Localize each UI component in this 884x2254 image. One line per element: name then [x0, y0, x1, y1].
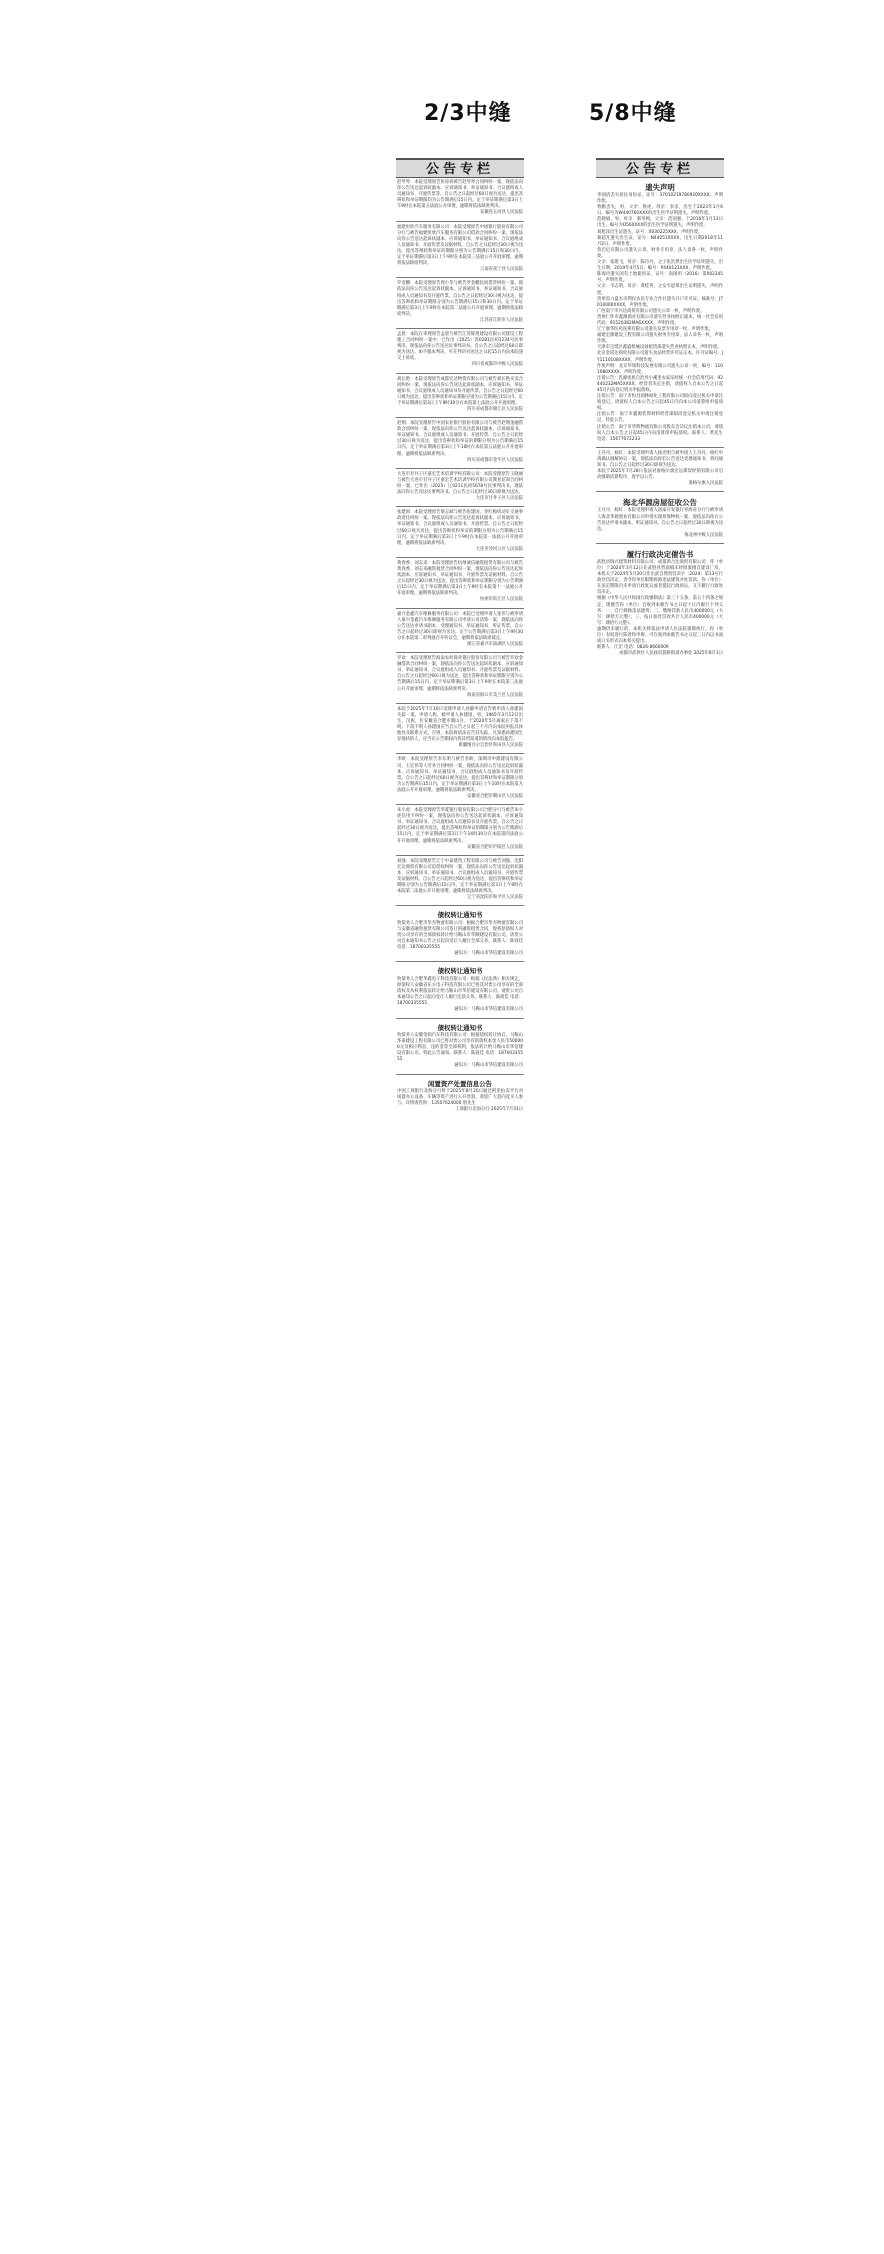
- court-notice: [396, 1020, 524, 1073]
- notice-item: 注销公告：乳源瑶族自治县小溪里农家乐经统一社会信用代码：92440232MA5XXXX，经营者决定注销，请债权人自本公告之日起45日内向登记机关申报债权。: [597, 375, 723, 393]
- notice-body: 张建国：本院受理原告梁志斌与被告张建国、李红梅机动车交通事故责任纠纷一案，现依法向你公告送达起诉状副本、应诉通知书、举证通知书、合议庭组成人员通知书、开庭传票。自公告之日起经过60日视为送达，提出答辩状和举证的期限分别为公告期满后15日内。定于举证期满后第3日上午9时在本院第一法庭公开开庭审理，逾期将依法缺席判决。: [397, 510, 523, 546]
- notice-item: 王丹丹、杨红：本院受理申请人杨光明与被申请人王丹丹、杨红申请确认调解协议一案，现依法向你们公告送达受理通知书、询问通知书。自公告之日起经过30日即视为送达。: [597, 450, 723, 469]
- court-notice: [396, 375, 524, 417]
- notice-list: [396, 178, 524, 1116]
- notice-signature: 杭州市滨江区人民法院: [480, 597, 523, 603]
- column-header: 公告专栏: [596, 158, 724, 178]
- court-notice: [396, 178, 524, 220]
- divider: [396, 468, 524, 469]
- divider: [396, 328, 524, 329]
- notice-section: [596, 545, 724, 661]
- notice-body: 孟晨：本院在审理原告孟晨与被告江苏辉煌建设有限公司建设工程施工合同纠纷一案中，已作出（2025）苏0281民初1234号民事判决。现依法向你公告送达民事判决书。自公告之日起经过60日即视为送达。如不服本判决，可在判决书送达之日起15日内向本院递交上诉状。: [397, 331, 523, 362]
- court-notice: [396, 508, 524, 556]
- court-notice: [396, 610, 524, 652]
- notice-body: 刘强：本院受理原告辽宁中泰建筑工程有限公司与被告刘强、沈阳宏达商贸有限公司追偿权纠纷一案，现依法向你公告送达起诉状副本、应诉通知书、举证通知书、合议庭组成人员通知书、开庭传票及证据材料。自公告之日起经过60日视为送达，提出答辩状和举证期限分别为公告期满后15日内，定于举证期满后第3日上午9时在本院第二法庭公开开庭审理，逾期将依法缺席判决。: [397, 858, 523, 895]
- divider: [396, 652, 524, 653]
- divider: [596, 447, 724, 448]
- court-notice: [396, 223, 524, 277]
- notice-item: 注销公告：南宁市鑫源装饰材料经营部拟向登记机关申请注销登记，特此公告。: [597, 412, 723, 424]
- divider: [596, 543, 724, 544]
- notice-column-right: [596, 158, 724, 2028]
- notice-signature: 辽宁省沈阳市和平区人民法院: [467, 895, 523, 901]
- court-notice: [396, 705, 524, 753]
- divider: [396, 506, 524, 507]
- court-notice: [396, 330, 524, 372]
- notice-signature: 大连市甘井子区人民法院: [475, 496, 523, 502]
- divider: [396, 417, 524, 418]
- court-notice: [396, 419, 524, 467]
- page-gutter-label-right: 5/8中缝: [589, 101, 677, 126]
- notice-item: 贵州仁怀市鑫源酒业有限公司遗失营业执照正副本，统一社会信用代码：91520382MA6XXXX，声明作废。: [597, 314, 723, 326]
- notice-body: 中国工商银行北海分行将于2025年8月20日通过阿里拍卖平台对闲置办公设备、车辆等资产进行公开处置，欢迎广大意向竞买人参与。详情请咨询：13507624000 唐先生: [397, 1089, 523, 1107]
- notice-signature: 海南省海口市美兰区人民法院: [467, 692, 523, 698]
- notice-item: 葛超凡遗失出生证，证号：N44051XXXX，出生日期2018年11月2日，声明作废。: [597, 235, 723, 247]
- notice-column-left: [396, 158, 524, 2128]
- notice-body: 嘉兴金鑫汽车维修服务有限公司：本院已受理申请人张伟与被申请人嘉兴金鑫汽车维修服务有限公司申请公司清算一案，现依法向你公告送达申请书副本、受理通知书、举证通知书、听证传票。自公告之日起经过30日即视为送达。定于公告期满后第3日上午9时30分在本院第二审判庭召开听证会，逾期将依法缺席裁定。: [397, 611, 523, 641]
- divider: [396, 373, 524, 374]
- court-notice: [396, 963, 524, 1016]
- notice-signature: 成都市武侯区人民政府簇桥街道办事处 2025年8月1日: [619, 651, 723, 657]
- divider: [396, 608, 524, 609]
- notice-item: 贵州省六盘水市利民农民专业合作社遗失开户许可证，核准号：J7010000XXXX，声明作废。: [597, 296, 723, 308]
- notice-section: [596, 493, 724, 541]
- notice-signature: 准格尔旗人民法院: [688, 481, 723, 487]
- notice-item: 范晓斌，男，母亲：韩冬梅，父亲：范国强，于2016年1月13日出生，编号为O560XXX的出生医学证明遗失，声明作废。: [597, 217, 723, 229]
- section-title: 履行行政决定催告书: [626, 549, 694, 559]
- notice-item: 天津市宝坻区鑫盛机械设备租赁部遗失营业执照正本，声明作废。: [597, 345, 722, 351]
- court-notice: [396, 806, 524, 854]
- notice-item: 根据《中华人民共和国行政强制法》第三十五条、第五十四条之规定，现催告你（单位）自收到本催告书之日起十日内履行下列义务：一、自行拆除违法建筑；二、缴纳罚款人民币400000元（大写：肆拾万元整）；三、按日加处罚款共计人民币400000元（大写：肆拾万元整）。: [597, 596, 723, 626]
- notice-section: [596, 449, 724, 491]
- notice-item: 联系人：江宏 电话：0826-8660009: [597, 645, 669, 651]
- divider: [396, 961, 524, 962]
- notice-body: 致债务人安徽金润汽车科技有限公司：根据债权转让协议，马鞍山华泰建设工程有限公司已将对贵公司享有的债权本金人民币500000元及相应利息、违约金等全部权利，依法转让给马鞍山市华信建设有限公司。特此公告通知。联系人：陈商佳 电话：18700335555: [397, 1033, 523, 1063]
- notice-signature: 安徽省合肥市庐阳区人民法院: [467, 844, 523, 850]
- notice-body: 黄春香、刘志来：本院受理原告杭州诚信融资租赁有限公司与被告黄春香、刘志来融资租赁合同纠纷一案，现依法向你公告送达起诉状副本、应诉通知书、举证通知书、开庭传票及证据材料。自公告之日起经过30日视为送达，提出答辩状和举证期限分别为公告期满后15日内，定于举证期满后第3日上午9时在本院第十一法庭公开开庭审理，逾期将依法缺席判决。: [397, 560, 523, 597]
- notice-item: 作废声明：北京华瑞科技发展有限公司遗失公章一枚，编号：1101080XXXX，声明作废。: [597, 363, 723, 375]
- notice-item: 北京金诺达商贸有限公司遗失食品经营许可证正本，许可证编号：JY1110108XXXX，声明作废。: [597, 351, 723, 363]
- notice-item: 武胜县瑞兴建筑材料有限公司、成都鸿合达商贸有限公司：你（单位）于2024年3月12日在武胜县烈面镇未经批准擅自建设厂房，本机关于2024年5月20日作出武自然资罚决字〔2024〕第13号行政处罚决定，责令你单位限期拆除违法建筑并处罚款。你（单位）在法定期限内未申请行政复议或者提起行政诉讼，又不履行行政处罚决定。: [597, 559, 723, 596]
- notice-item: 本院于2025年7月28日依法对准格尔旗宏远煤炭经销有限公司启动强制清算程序，现予以公告。: [597, 469, 723, 481]
- notice-body: 罗金鹏：本院受理原告周小华与被告罗金鹏民间借贷纠纷一案，现依法向你公告送达起诉状副本、应诉通知书、举证通知书、合议庭组成人员通知书及开庭传票。自公告之日起经过30日视为送达，提出答辩状和举证期限分别为公告期满后15日和30日内。定于举证期满后第3日上午9时在本院第二法庭公开开庭审理，逾期将依法缺席判决。: [397, 281, 523, 317]
- court-notice: [396, 279, 524, 327]
- divider: [396, 1074, 524, 1075]
- notice-body: 本院于2025年7月10日受理申请人孙静申请宣告被申请人孙建国失踪一案。申请人称，被申请人孙建国，男，1965年3月12日出生，汉族，住安徽省合肥市蜀山区，于2020年5月离家后下落不明。下落不明人孙建国应当自公告之日起三个月内向本院申报具体地址及联系方式，否则，本院将依法宣告其失踪。凡知悉孙建国生存现状的人，应当在公告期间内将其所知道的情况向本院报告。: [397, 706, 523, 743]
- notice-body: 赵琴琴：本院受理原告彭涛诉被告赵琴琴合同纠纷一案，现依法向你公告送达起诉状副本、应诉通知书、举证通知书、合议庭组成人员通知书、开庭传票等。自公告之日起经过60日视为送达，提出答辩状和举证期限均为公告期满后15日内。定于举证期满后第3日上午9时在本院第五法庭公开审理，逾期将依法缺席判决。: [397, 180, 523, 210]
- notice-item: 逾期仍未履行的，本机关将依法申请人民法院强制执行。你（单位）有权进行陈述和申辩，可在收到本催告书之日起三日内以书面或口头形式向本机关提出。: [597, 626, 723, 645]
- notice-item: 李国清丢失居民身份证，证号：37010219780920XXXX，声明作废。: [597, 193, 723, 205]
- notice-item: 曾巴尼有限公司遗失公章、财务专用章、法人章各一枚，声明作废。: [597, 247, 723, 259]
- column-header: 公告专栏: [396, 158, 524, 178]
- section-title: 遗失声明: [645, 183, 675, 192]
- section-list: [596, 178, 724, 660]
- notice-signature: 新疆维吾尔自治区和田县人民法院: [458, 743, 523, 749]
- divider: [596, 491, 724, 492]
- notice-item: 王月丹、杨红：本院受理申请人国家开发银行青海省分行与被申请人海北华源置业有限公司申请实现担保物权一案，现依法向你方公告送达申请书副本、听证通知书。自公告之日起经过30日即视为送达。: [597, 508, 723, 532]
- divider: [396, 753, 524, 754]
- notice-signature: 通知方：马鞍山市华信建设有限公司: [454, 951, 523, 957]
- page-gutter-label-left: 2/3中缝: [424, 101, 512, 126]
- court-notice: [396, 857, 524, 905]
- notice-body: 朱小虎：本院受理原告华夏银行股份有限公司合肥分行与被告朱小虎信用卡纠纷一案，现依法向你公告送达起诉状副本、应诉通知书、举证通知书、合议庭组成人员通知书及开庭传票。自公告之日起经过30日视为送达，提出答辩状和举证的期限分别为公告期满后15日内。定于举证期满后第3日下午14时30分在本院第四法庭公开开庭审理，逾期将依法缺席判决。: [397, 808, 523, 844]
- divider: [396, 557, 524, 558]
- court-notice: [396, 1076, 524, 1117]
- notice-item: 父亲：韦志明，母亲：黄桂英，之女韦思琪出生证明遗失，声明作废。: [597, 284, 723, 296]
- notice-signature: 四川省成都市锦江区人民法院: [467, 407, 523, 412]
- notice-body: 大连市甘井子区嘉宏艺术培训学校有限公司：本院受理原告王晓丽与被告大连市甘井子区嘉宏艺术培训学校有限公司教育培训合同纠纷一案，已作出（2025）辽0211民初5678号民事判决书。现依法向你公告送达民事判决书。自公告之日起经过30日即视为送达。: [397, 471, 523, 496]
- notice-signature: 四川省成都市中级人民法院: [471, 362, 523, 368]
- notice-item: 注销公告：南宁市华辉物流有限公司股东会决议注销本公司，请债权人自本公告之日起45日内向清算组申报债权。联系人：黄先生 电话：15677072233: [597, 424, 723, 442]
- court-notice: [396, 470, 524, 505]
- court-notice: [396, 755, 524, 803]
- notice-signature: 大连市沙河口区人民法院: [475, 546, 523, 552]
- notice-signature: 通知方：马鞍山市华信建设有限公司: [454, 1063, 523, 1069]
- notice-signature: 浙江省嘉兴市南湖区人民法院: [467, 642, 523, 647]
- notice-signature: 云南省富宁县人民法院: [480, 267, 523, 273]
- notice-item: 刘旭泽出生证遗失，证号：X030225XXX，声明作废。: [597, 229, 703, 235]
- notice-title: 债权转让通知书: [437, 967, 483, 976]
- divider: [396, 221, 524, 222]
- notice-item: 鲁勤丢失，男，父亲：鲁虎，母亲：李彦，出生于2023年1月6日，编号为W440760XXX的出生医学证明遗失，声明作废。: [597, 205, 723, 217]
- notice-section: [596, 178, 724, 446]
- notice-item: 广西南宁市兴达商贸有限公司遗失公章一枚，声明作废。: [597, 308, 705, 314]
- notice-signature: 安徽省合肥市蜀山区人民法院: [467, 793, 523, 799]
- notice-body: 罗欢：本院受理原告海南农村商业银行股份有限公司与被告罗欢金融借款合同纠纷一案，现依法向你公告送达起诉状副本、应诉通知书、举证通知书、合议庭组成人员通知书、开庭传票及证据材料。自公告之日起经过60日视为送达，提出答辩状和举证期限分别为公告期满后15日内。定于举证期满后第3日上午9时在本院第三法庭公开开庭审理，逾期将依法缺席判决。: [397, 656, 523, 692]
- court-notice: [396, 654, 524, 702]
- section-title: 海北华源房屋征收公告: [623, 498, 697, 508]
- notice-item: 辽宁康华医药连锁有限公司遗失发票专用章一枚，声明作废。: [597, 327, 714, 333]
- notice-signature: 通知方：马鞍山市华信建设有限公司: [454, 1007, 523, 1013]
- divider: [396, 703, 524, 704]
- divider: [396, 804, 524, 805]
- notice-body: 李欧：本院受理原告李东明与被告李欧、深圳市中鼎建设有限公司、王宏伟等人劳务合同纠纷一案，现依法向你公告送达起诉状副本、应诉通知书、举证通知书、合议庭组成人员通知书及开庭传票。自公告之日起经过60日视为送达，提出答辩状和举证期限分别为公告期满后15日内，定于举证期满后第3日上午10时在本院第九法庭公开开庭审理，逾期将依法缺席判决。: [397, 757, 523, 793]
- notice-signature: 海北州中级人民法院: [684, 532, 723, 538]
- notice-signature: 四川省成都市金牛区人民法院: [467, 457, 523, 463]
- notice-body: 致债务人合肥市华杰物流有限公司：根据合肥市华杰物流有限公司与安徽省融资租赁有限公司签订的融资租赁合同，现将原债权人对贵公司享有的全部债权转让给马鞍山市华顺建设有限公司，请贵公司自本通知书公告之日起向受让人履行全部义务。联系人：陈商佳 电话：18700335555: [397, 920, 523, 951]
- court-notice: [396, 559, 524, 607]
- notice-title: 债权转让通知书: [437, 1023, 483, 1032]
- notice-item: 陈海玲遗失国有土地使用证，证号：南国用（2016）第002345号，声明作废。: [597, 272, 723, 284]
- divider: [396, 277, 524, 278]
- notice-item: 福建宏源建设工程有限公司遗失财务专用章、法人章各一枚，声明作废。: [597, 333, 723, 345]
- notice-title: 闲置资产处置信息公告: [428, 1079, 492, 1088]
- divider: [396, 855, 524, 856]
- divider: [396, 1018, 524, 1019]
- notice-signature: 工商银行北海分行 2025年7月31日: [455, 1107, 523, 1113]
- notice-signature: 江苏省江阴市人民法院: [480, 317, 523, 323]
- notice-body: 胡长艳：本院受理原告成都宏达物资有限公司与被告胡长艳买卖合同纠纷一案，现依法向你公告送达起诉状副本、应诉通知书、举证通知书、合议庭组成人员通知书及开庭传票。自公告之日起经过60日视为送达，提出答辩状和举证期限分别为公告期满后15日内。定于举证期满后第3日上午9时30分在本院第七法庭公开开庭审理。: [397, 376, 523, 406]
- notice-item: 注销公告：南宁市恒昌园林绿化工程有限公司拟向登记机关申请注销登记，请债权人自本公告之日起45日内向本公司清算组申报债权。: [597, 394, 723, 412]
- divider: [396, 905, 524, 906]
- notice-item: 父亲：张建飞，母亲：陈丹丹，之子张浩然出生医学证明遗失，出生日期：2019年4月5日，编号：P440121XXX，声明作废。: [597, 260, 723, 272]
- notice-body: 赵翔：本院受理原告中国农业银行股份有限公司与被告赵翔金融借款合同纠纷一案，现依法向你公告送达起诉状副本、应诉通知书、举证通知书、合议庭组成人员通知书、开庭传票。自公告之日起经过30日视为送达，提出答辩状和举证的期限分别为公告期满后15日内。定于举证期满后第3日上午10时在本院第五法庭公开开庭审理。逾期将依法缺席判决。: [397, 421, 523, 457]
- notice-body: 致债务人合肥华鑫电子科技有限公司：根据《民法典》相关规定，原债权人安徽省东方电子科技有限公司已将其对贵公司享有的全部债权及从权利依法转让给马鞍山市华信建设有限公司。请贵公司自本通知公告之日起向受让人履行还款义务。联系人：陈商佳 电话：18700335555: [397, 976, 523, 1007]
- notice-signature: 安徽省五河县人民法院: [480, 210, 523, 216]
- court-notice: [396, 907, 524, 960]
- notice-body: 福建恒欣汽车服务有限公司：本院受理原告中国银行股份有限公司分行与被告福建恒欣汽车服务有限公司借款合同纠纷一案，现依法向你公告送达起诉状副本、应诉通知书、举证通知书、合议庭组成人员通知书、开庭传票及证据材料。自公告之日起经过30日视为送达。提出答辩状和举证的期限分别为公告期满后15日和30日内。定于举证期满后第3日上午9时在本院第三法庭公开开庭审理，逾期将依法缺席判决。: [397, 224, 523, 267]
- notice-title: 债权转让通知书: [437, 911, 483, 920]
